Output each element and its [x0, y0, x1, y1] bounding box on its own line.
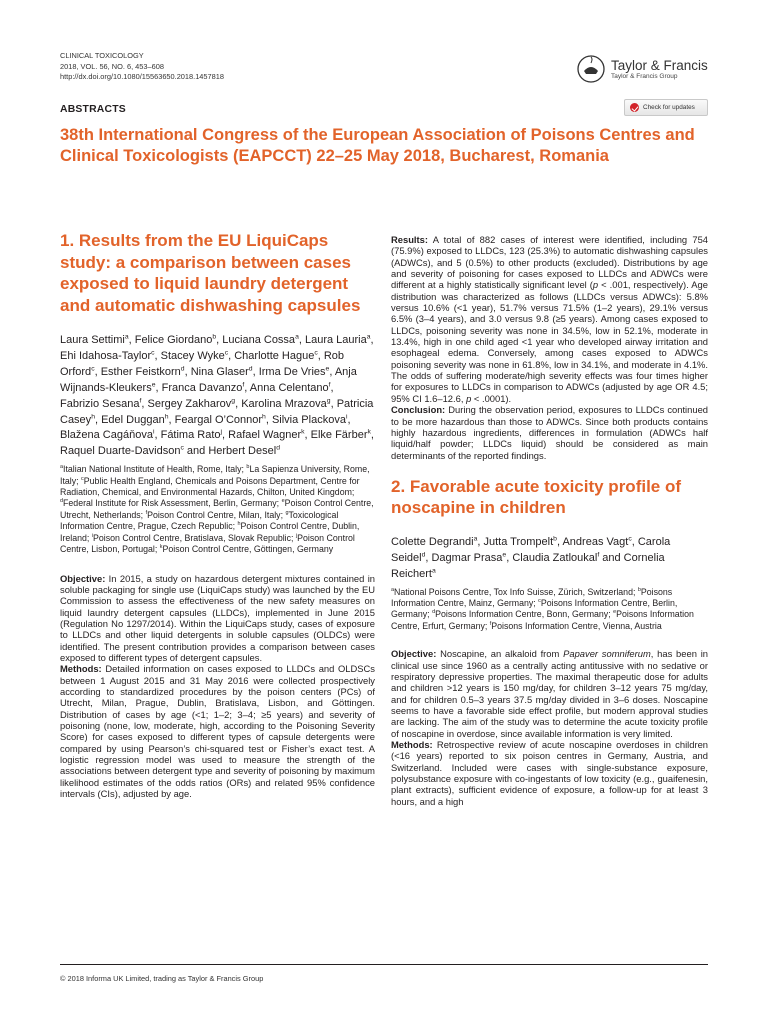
methods-label: Methods:: [60, 663, 102, 675]
section-label: ABSTRACTS: [60, 104, 126, 115]
article1-title: 1. Results from the EU LiquiCaps study: a comparison between cases exposed to liquid laundry detergent and automatic dishwashing capsules: [60, 231, 361, 315]
journal-issue: 2018, VOL. 56, NO. 6, 453–608: [60, 61, 164, 71]
article2-methods: Methods: Retrospective review of acute noscapine overdoses in children (<16 years) reported to six poison centres in Germany, Austria, and Switzerland. Included were cases with single-substance exposure, polysubstance exposure with co-ingestants of low toxicity (e.g., guaifenesin, plant extracts), sufficient evidence of exposure, a follow-up for at least 3 hours, and a high: [391, 738, 708, 807]
article1-results: Results: A total of 882 cases of interest were identified, including 754 (75.9%) exposed to LLDCs, 123 (25.3%) to automatic dishwashing capsules (ADWCs), and 5 (0.5%) to other products (excluded). Distributions by age and severity of poisoning for cases exposed to LLDCs and ADWCs were different at a highly statistically significant level (p < .001, respectively). Age distribution was characterized as follows (LLDCs versus ADWCs): 5.8% versus 10.6% (<1 year), 51.7% versus 71.5% (1–2 years), 29.1% versus 6.5% (3–4 years), and 3.0 versus 9.8 (≥5 years). Among cases exposed to LLDCs, poisoning severity was none in 34.5%, low in 52.1%, moderate in 13.4%, high in one child aged <1 year who developed airway irritation and esophageal edema. Conversely, among cases exposed to ADWCs poisoning severity was none in 61.8%, low in 34.1%, and moderate in 4.1%. The odds of suffering moderate/high severity effects was four times higher for exposures to LLDCs in comparison to ADWCs (adjusted by age OR 4.5; 95% CI 1.6–12.6, p < .0001).: [391, 234, 708, 404]
journal-meta: [60, 51, 224, 83]
journal-doi[interactable]: http://dx.doi.org/10.1080/15563650.2018.1457818: [60, 72, 224, 82]
check-for-updates-label: Check for updates: [643, 104, 695, 111]
article1-body-continued: [391, 234, 708, 461]
article1-authors: Laura Settimi$^a$, Felice Giordano$^b$, Luciana Cossa$^a$, Laura Lauria$^a$, Ehi Idahosa-Taylor$^c$, Stacey Wyke$^c$, Charlotte Hague$^c$, Rob Orford$^c$, Esther Feistkorn$^d$, Nina Glaser$^d$, Irma De Vries$^e$, Anja Wijnands-Kleukers$^e$, Franca Davanzo$^f$, Anna Celentano$^f$, Fabrizio Sesana$^f$, Sergey Zakharov$^g$, Karolina Mrazova$^g$, Patricia Casey$^h$, Edel Duggan$^h$, Feargal O’Connor$^h$, Silvia Plackova$^i$, Blažena Cagáňova$^i$, Fátima Rato$^j$, Rafael Wagner$^k$, Elke Färber$^k$, Raquel Duarte-Davidson$^c$ and Herbert Desel$^d$: [60, 333, 374, 458]
objective-label: Objective:: [391, 648, 437, 660]
conclusion-label: Conclusion:: [391, 404, 446, 416]
article2-authors: Colette Degrandi$^a$, Jutta Trompelt$^b$, Andreas Vagt$^c$, Carola Seidel$^d$, Dagmar Prasa$^e$, Claudia Zatloukal$^f$ and Cornelia Reichert$^a$: [391, 535, 671, 580]
article2-body: [391, 648, 708, 807]
check-icon: [630, 103, 639, 112]
journal-name: CLINICAL TOXICOLOGY: [60, 51, 144, 60]
copyright: © 2018 Informa UK Limited, trading as Taylor & Francis Group: [60, 974, 264, 983]
article1-body: [60, 573, 375, 800]
publisher-group: Taylor & Francis Group: [611, 73, 678, 80]
check-for-updates-button[interactable]: [624, 99, 708, 116]
article1-methods: Methods: Detailed information on cases exposed to LLDCs and OLDSCs between 1 August 2015 and 31 May 2016 were collected prospectively according to standardized procedures by the poison centers (PCs) of Utrecht, Milan, Prague, Dublin, Bratislava, Lisbon, and Göttingen. Distribution of cases by age (<1; 1–2; 3–4; ≥5 years) and severity of poisoning (none, low, moderate, high, according to the Poisoning Severity Score) for cases exposed to different types of capsule detergents were compared by using Pearson’s chi-squared test or Fisher’s exact test. A logistic regression model was used to measure the strength of the associations between detergent type and severity of poisoning by maximum likelihood estimates of the odds ratios (ORs) and related 95% confidence intervals (CIs), adjusted by age.: [60, 663, 375, 800]
objective-label: Objective:: [60, 572, 106, 584]
article2-affiliations: $^a$National Poisons Centre, Tox Info Suisse, Zürich, Switzerland; $^b$Poisons Information Centre, Mainz, Germany; $^c$Poisons Information Centre, Berlin, Germany; $^d$Poisons Information Centre, Bonn, Germany; $^e$Poisons Information Centre, Erfurt, Germany; $^f$Poisons Information Centre, Vienna, Austria: [391, 586, 694, 631]
methods-label: Methods:: [391, 738, 433, 750]
congress-title: 38th International Congress of the European Association of Poisons Centres and Clinical Toxicologists (EAPCCT) 22–25 May 2018, Bucharest, Romania: [60, 126, 695, 165]
article2-title: 2. Favorable acute toxicity profile of noscapine in children: [391, 476, 682, 518]
publisher-name: Taylor & Francis: [611, 58, 708, 73]
article1-conclusion: Conclusion: During the observation period, exposures to LLDCs continued to be more hazardous than those to ADWCs. Since both products contains highly hazardous ingredients, differences in formulation (ADWCs half liquid/half powder; LLDCs liquid) should be considered as main determinants of the reported findings.: [391, 404, 708, 461]
right-column: [391, 234, 708, 807]
left-column: [60, 230, 375, 799]
results-label: Results:: [391, 234, 428, 245]
article1-objective: Objective: In 2015, a study on hazardous detergent mixtures contained in soluble packaging for single use (LiquiCaps study) was launched by the EU Commission to assess the effectiveness of the new safety measures on liquid laundry detergent capsules (LLDCs), implemented in June 2015 (Regulation No 1297/2014). Within the LiquiCaps study, cases of exposure to LLDCs and other liquid detergents in soluble capsules (OLDCs) were identified. The present contribution provides a comparison between cases exposed to different types of detergent capsules.: [60, 572, 375, 663]
species-name: Papaver somniferum: [563, 648, 651, 660]
publisher-lamp-icon: [576, 54, 606, 84]
publisher-logo: [576, 49, 716, 89]
footer-divider: [60, 964, 708, 965]
article1-affiliations: $^a$Italian National Institute of Health, Rome, Italy; $^b$La Sapienza University, Rome, Italy; $^c$Public Health England, Chemicals and Poisons Department, Centre for Radiation, Chemical, and Environmental Hazards, Chilton, United Kingdom; $^d$Federal Institute for Risk Assessment, Berlin, Germany; $^e$Poison Control Centre, Utrecht, Netherlands; $^f$Poison Control Centre, Milan, Italy; $^g$Toxicological Information Centre, Prague, Czech Republic; $^h$Poison Control Centre, Dublin, Ireland; $^i$Poison Control Centre, Bratislava, Slovak Republic; $^j$Poison Control Centre, Lisbon, Portugal; $^k$Poison Control Centre, Göttingen, Germany: [60, 464, 374, 555]
article2-objective: Objective: Noscapine, an alkaloid from Papaver somniferum, has been in clinical use since 1960 as a centrally acting antitussive with no sedative or respiratory depressive properties. The maximal therapeutic dose for adults and children >12 years is 150 mg/day, for children 3–12 years 75 mg/day, and for children 0.5–3 years 37.5 mg/day divided in 3–6 doses. Noscapine seems to have a favorable side effect profile, but modern approval studies are lacking. The aim of the study was to determine the acute toxicity profile of noscapine in overdose, since available information is very limited.: [391, 648, 708, 739]
